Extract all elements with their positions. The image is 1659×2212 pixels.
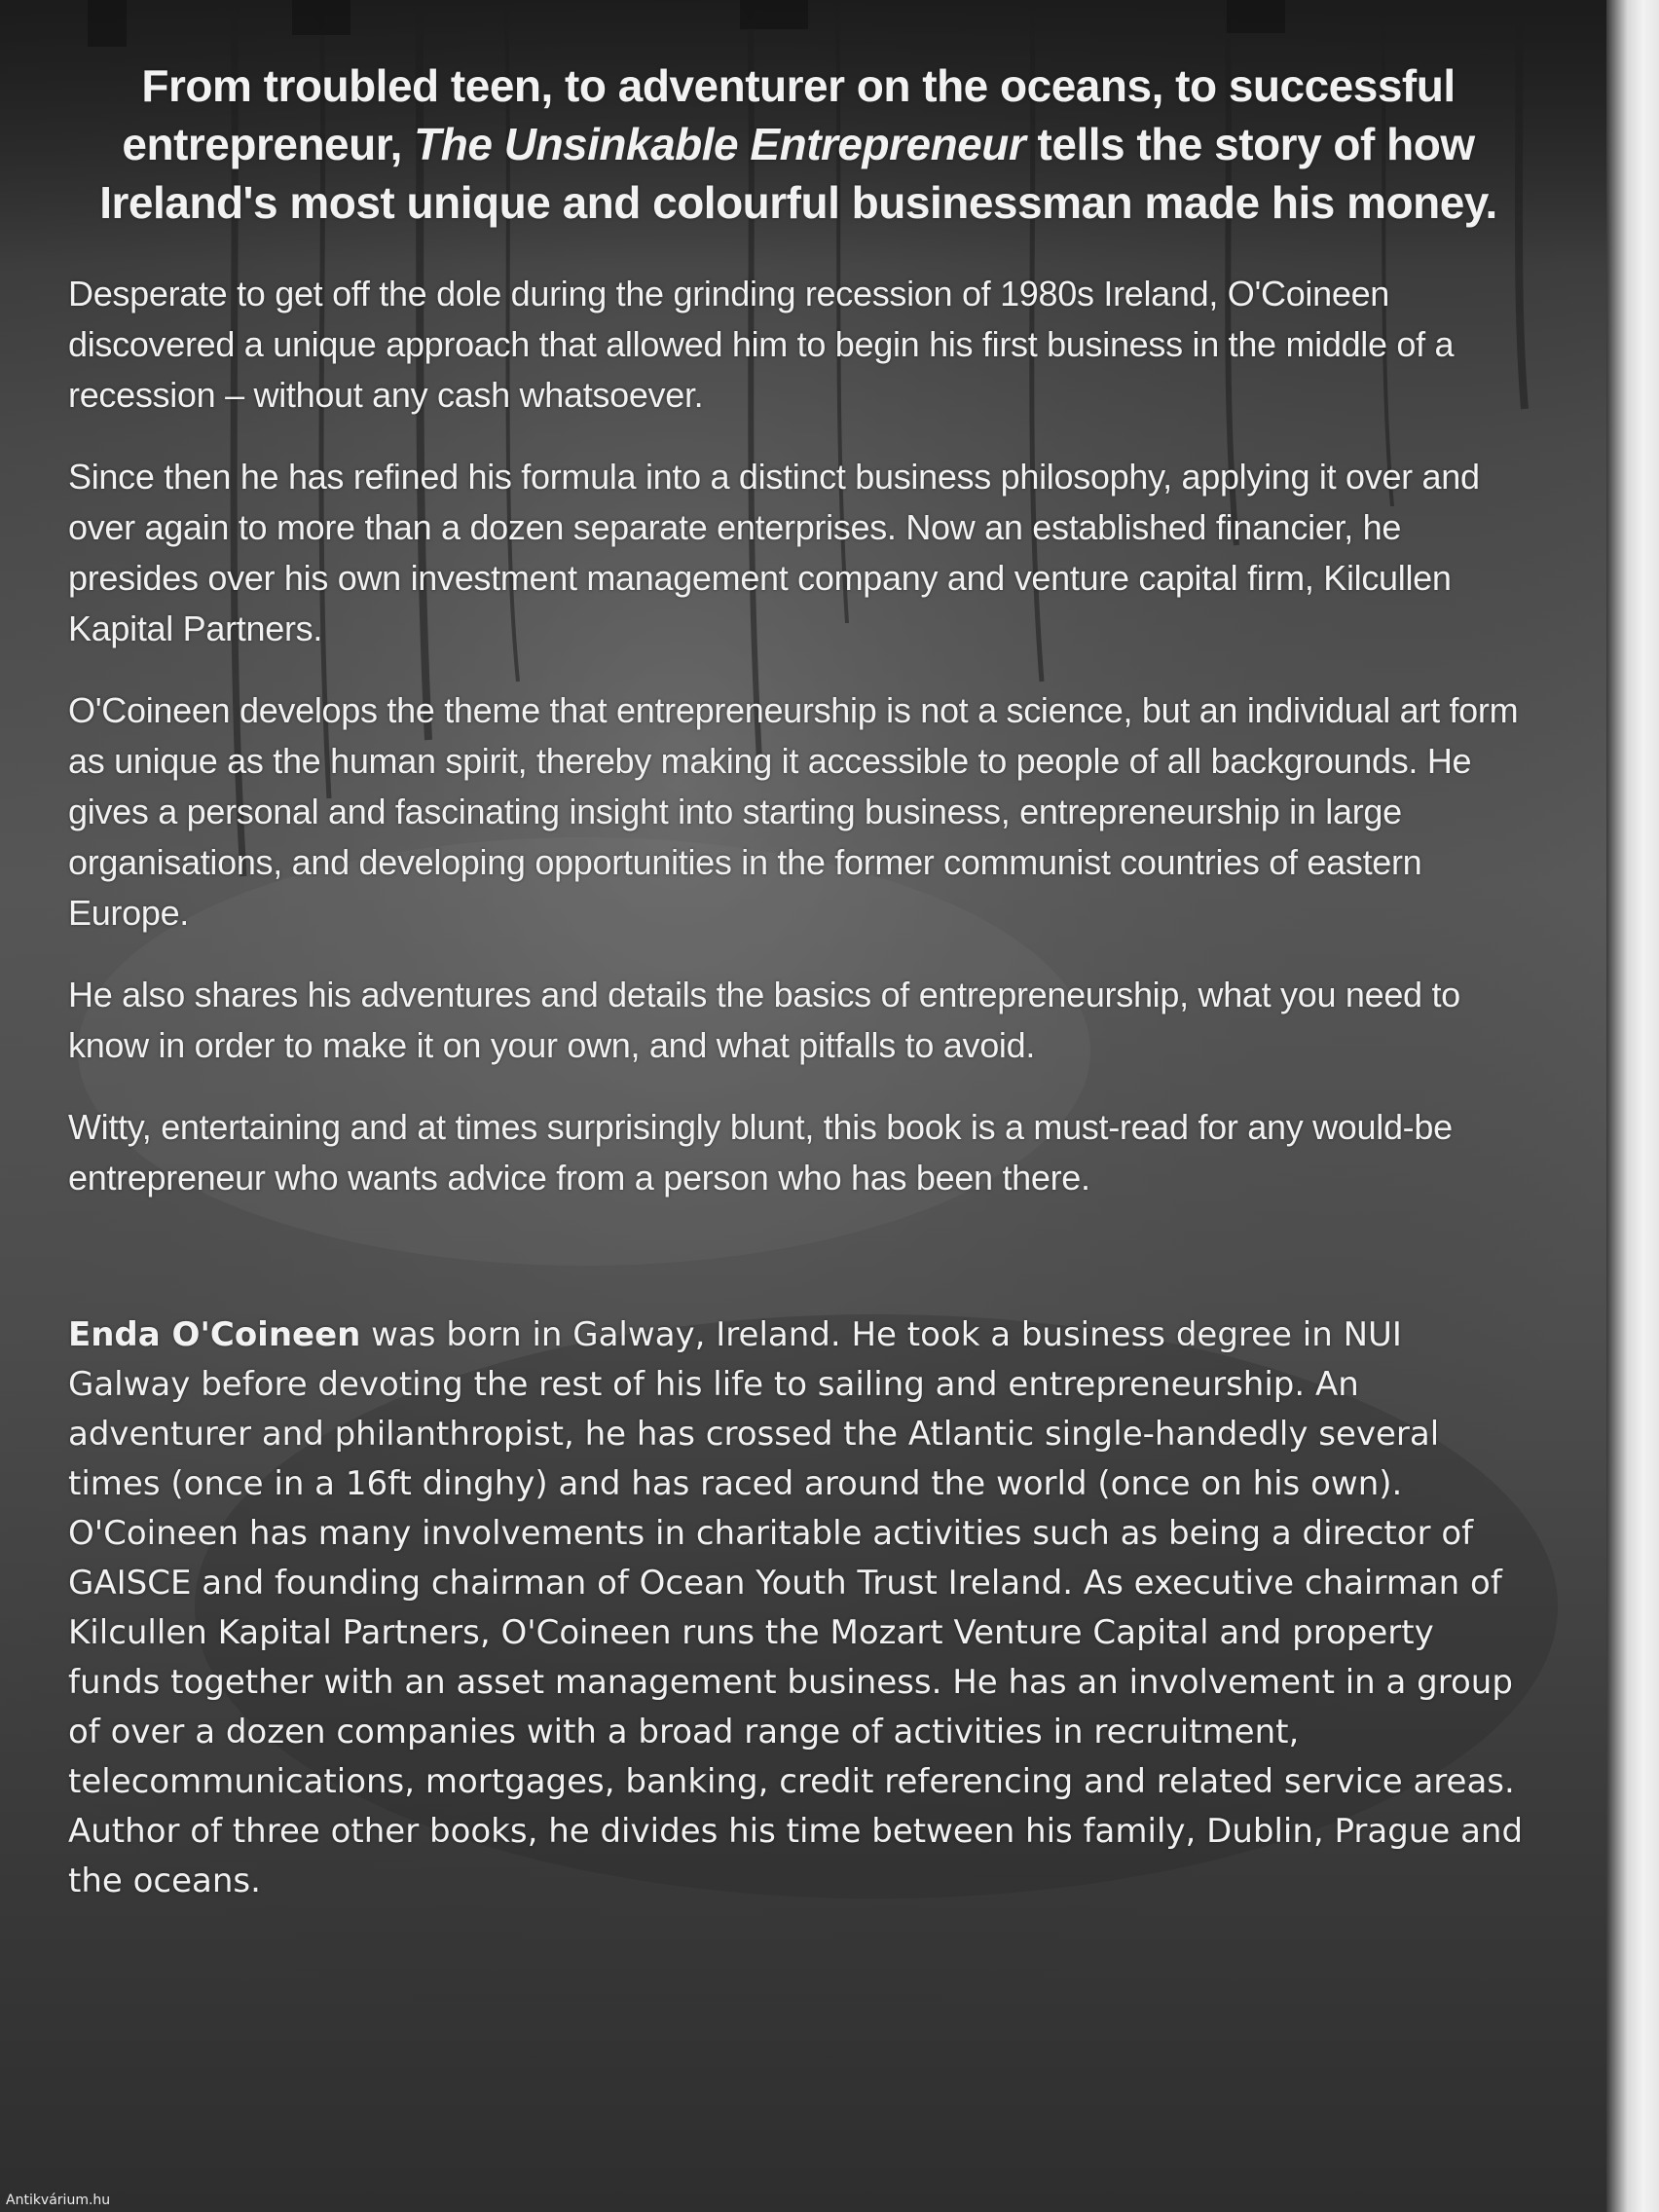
blurb-paragraph: Witty, entertaining and at times surprisingly blunt, this book is a must-read for any would-be entrepreneur who wants advice from a person who has been there. [68, 1107, 1453, 1198]
blurb-text-block [68, 56, 1529, 1906]
blurb-paragraph: He also shares his adventures and details the basics of entrepreneurship, what you need to know in order to make it on your own, and what pitfalls to avoid. [68, 975, 1460, 1065]
blurb-paragraph: Desperate to get off the dole during the grinding recession of 1980s Ireland, O'Coineen discovered a unique approach that allowed him to begin his first business in the middle of a recession – without any cash whatsoever. [68, 274, 1455, 415]
author-bio-text: was born in Galway, Ireland. He took a business degree in NUI Galway before devoting the rest of his life to sailing and entrepreneurship. An adventurer and philanthropist, he has crossed the Atlantic single-handedly several times (once in a 16ft dinghy) and has raced around the world (once on his own). O'Coineen has many involvements in charitable activities such as being a director of GAISCE and founding chairman of Ocean Youth Trust Ireland. As executive chairman of Kilcullen Kapital Partners, O'Coineen runs the Mozart Venture Capital and property funds together with an asset management business. He has an involvement in a group of over a dozen companies with a broad range of activities in recruitment, telecommunications, mortgages, banking, credit referencing and related service areas. Author of three other books, he divides his time between his family, Dublin, Prague and the oceans. [68, 1315, 1524, 1900]
page-edge [1606, 0, 1659, 2212]
watermark: Antikvárium.hu [6, 2193, 111, 2208]
author-bio [68, 1310, 1529, 1906]
tagline-intro: From troubled teen, to adventurer on the oceans, to successful entrepreneur, [122, 60, 1456, 169]
book-title: The Unsinkable Entrepreneur [414, 119, 1026, 169]
blurb-paragraph: Since then he has refined his formula into a distinct business philosophy, applying it over and over again to more than a dozen separate enterprises. Now an established financier, he presides over his own investment management company and venture capital firm, Kilcullen Kapital Partners. [68, 457, 1480, 648]
blurb-paragraph: O'Coineen develops the theme that entrepreneurship is not a science, but an individual art form as unique as the human spirit, thereby making it accessible to people of all backgrounds. He gives a personal and fascinating insight into starting business, entrepreneurship in large organisations, and developing opportunities in the former communist countries of eastern Europe. [68, 690, 1519, 933]
author-name: Enda O'Coineen [68, 1315, 361, 1354]
tagline-outro: tells the story of how Ireland's most unique and colourful businessman made his money. [99, 119, 1497, 228]
tagline [68, 56, 1529, 232]
